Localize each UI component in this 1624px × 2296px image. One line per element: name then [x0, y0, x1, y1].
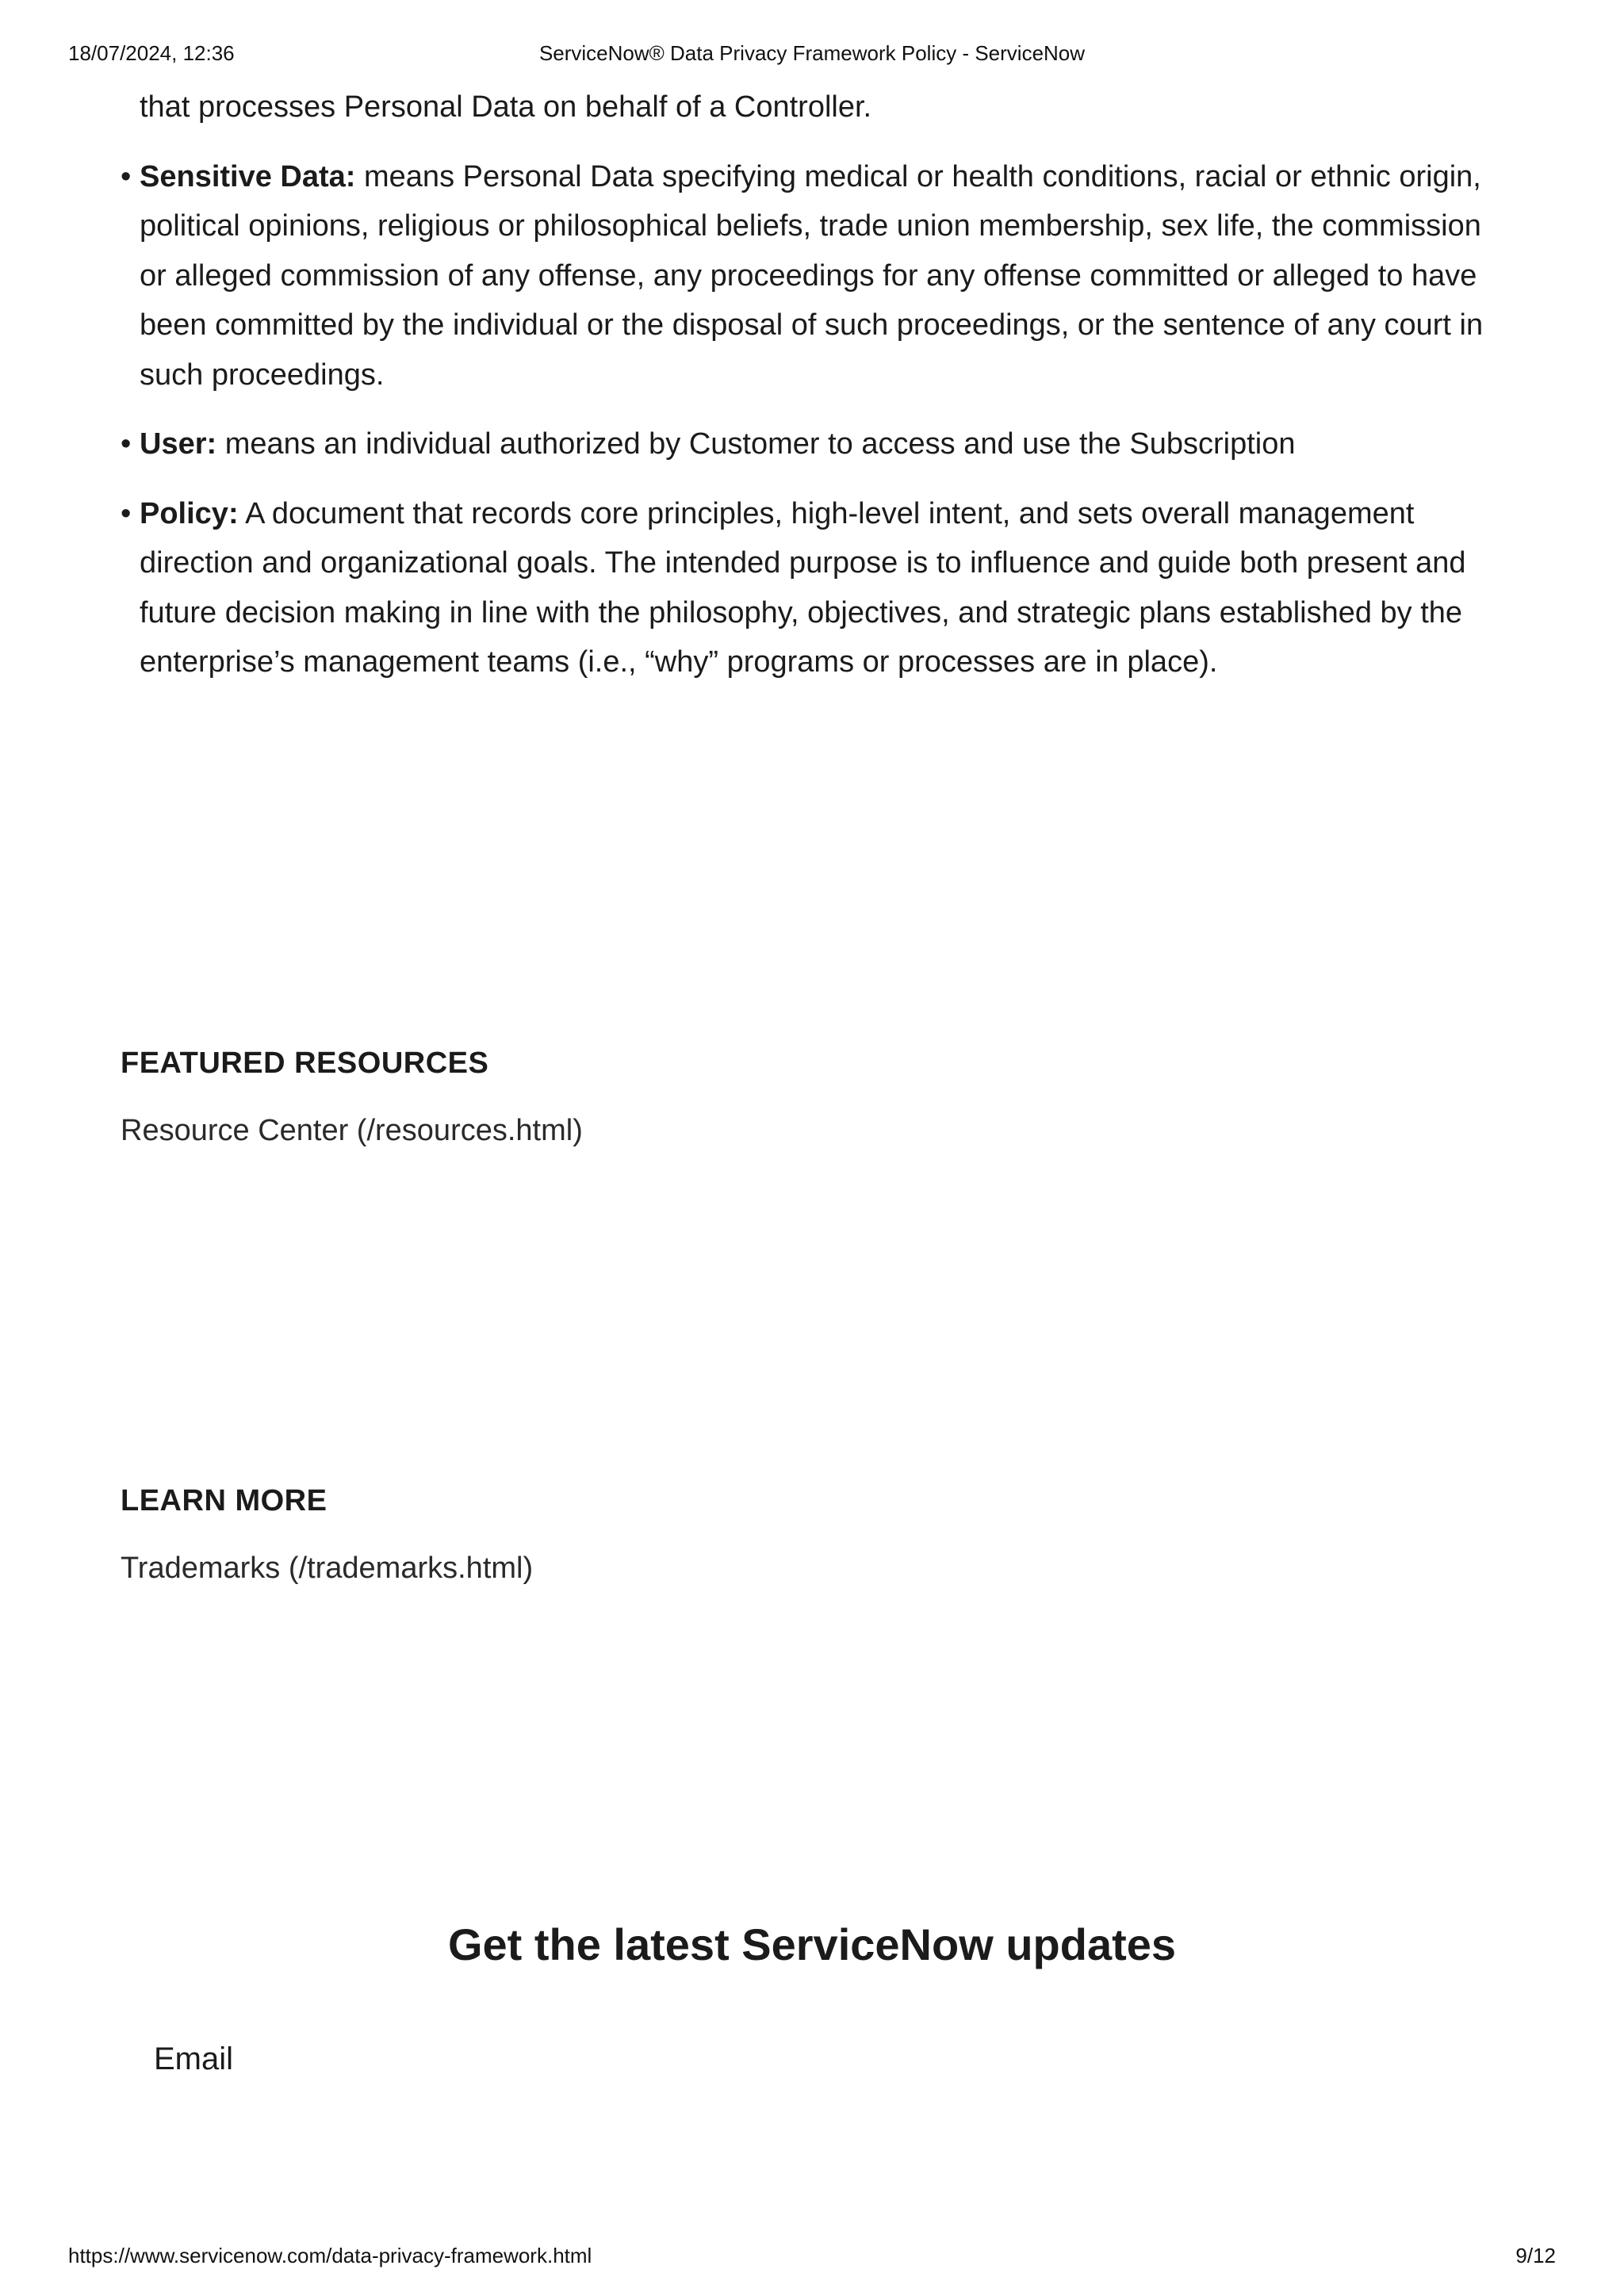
definition-text: means an individual authorized by Customer to access and use the Subscription [216, 427, 1296, 461]
bullet-icon: • [121, 427, 132, 461]
definition-term: User: [140, 427, 217, 461]
definition-item-user [121, 419, 1488, 469]
email-label: Email [154, 2042, 234, 2076]
definition-text: means Personal Data specifying medical or health conditions, racial or ethnic origin, political opinions, religious or philosophical beliefs, trade union membership, sex life, the commission or alleged commission of any offense, any proceedings for any offense committed or alleged to have been committed by the individual or the disposal of such proceedings, or the sentence of any court in such proceedings. [140, 159, 1484, 392]
definition-continuation [140, 82, 1488, 132]
learn-more-heading: LEARN MORE [121, 1484, 327, 1517]
definition-text: A document that records core principles, high-level intent, and sets overall management direction and organizational goals. The intended purpose is to influence and guide both present and future decision making in line with the philosophy, objectives, and strategic plans established by the enterprise’s management teams (i.e., “why” programs or processes are in place). [140, 496, 1466, 679]
definition-item-policy [121, 489, 1488, 687]
print-page-number: 9/12 [1515, 2244, 1556, 2267]
print-datetime: 18/07/2024, 12:36 [68, 41, 235, 65]
definitions-list [121, 82, 1488, 707]
featured-resources-heading: FEATURED RESOURCES [121, 1047, 489, 1080]
resource-center-link[interactable]: Resource Center (/resources.html) [121, 1114, 583, 1147]
definition-item-sensitive-data [121, 152, 1488, 400]
definition-continuation-text: that processes Personal Data on behalf of a Controller. [140, 90, 872, 124]
print-header [0, 41, 1624, 68]
bullet-icon: • [121, 496, 132, 530]
print-url: https://www.servicenow.com/data-privacy-framework.html [68, 2244, 592, 2267]
print-footer [0, 2244, 1624, 2271]
trademarks-link[interactable]: Trademarks (/trademarks.html) [121, 1552, 534, 1585]
definition-term: Policy: [140, 496, 239, 530]
print-page-title: ServiceNow® Data Privacy Framework Policy - ServiceNow [538, 41, 1086, 65]
newsletter-title: Get the latest ServiceNow updates [447, 1919, 1177, 1969]
bullet-icon: • [121, 159, 132, 193]
definition-term: Sensitive Data: [140, 159, 356, 193]
